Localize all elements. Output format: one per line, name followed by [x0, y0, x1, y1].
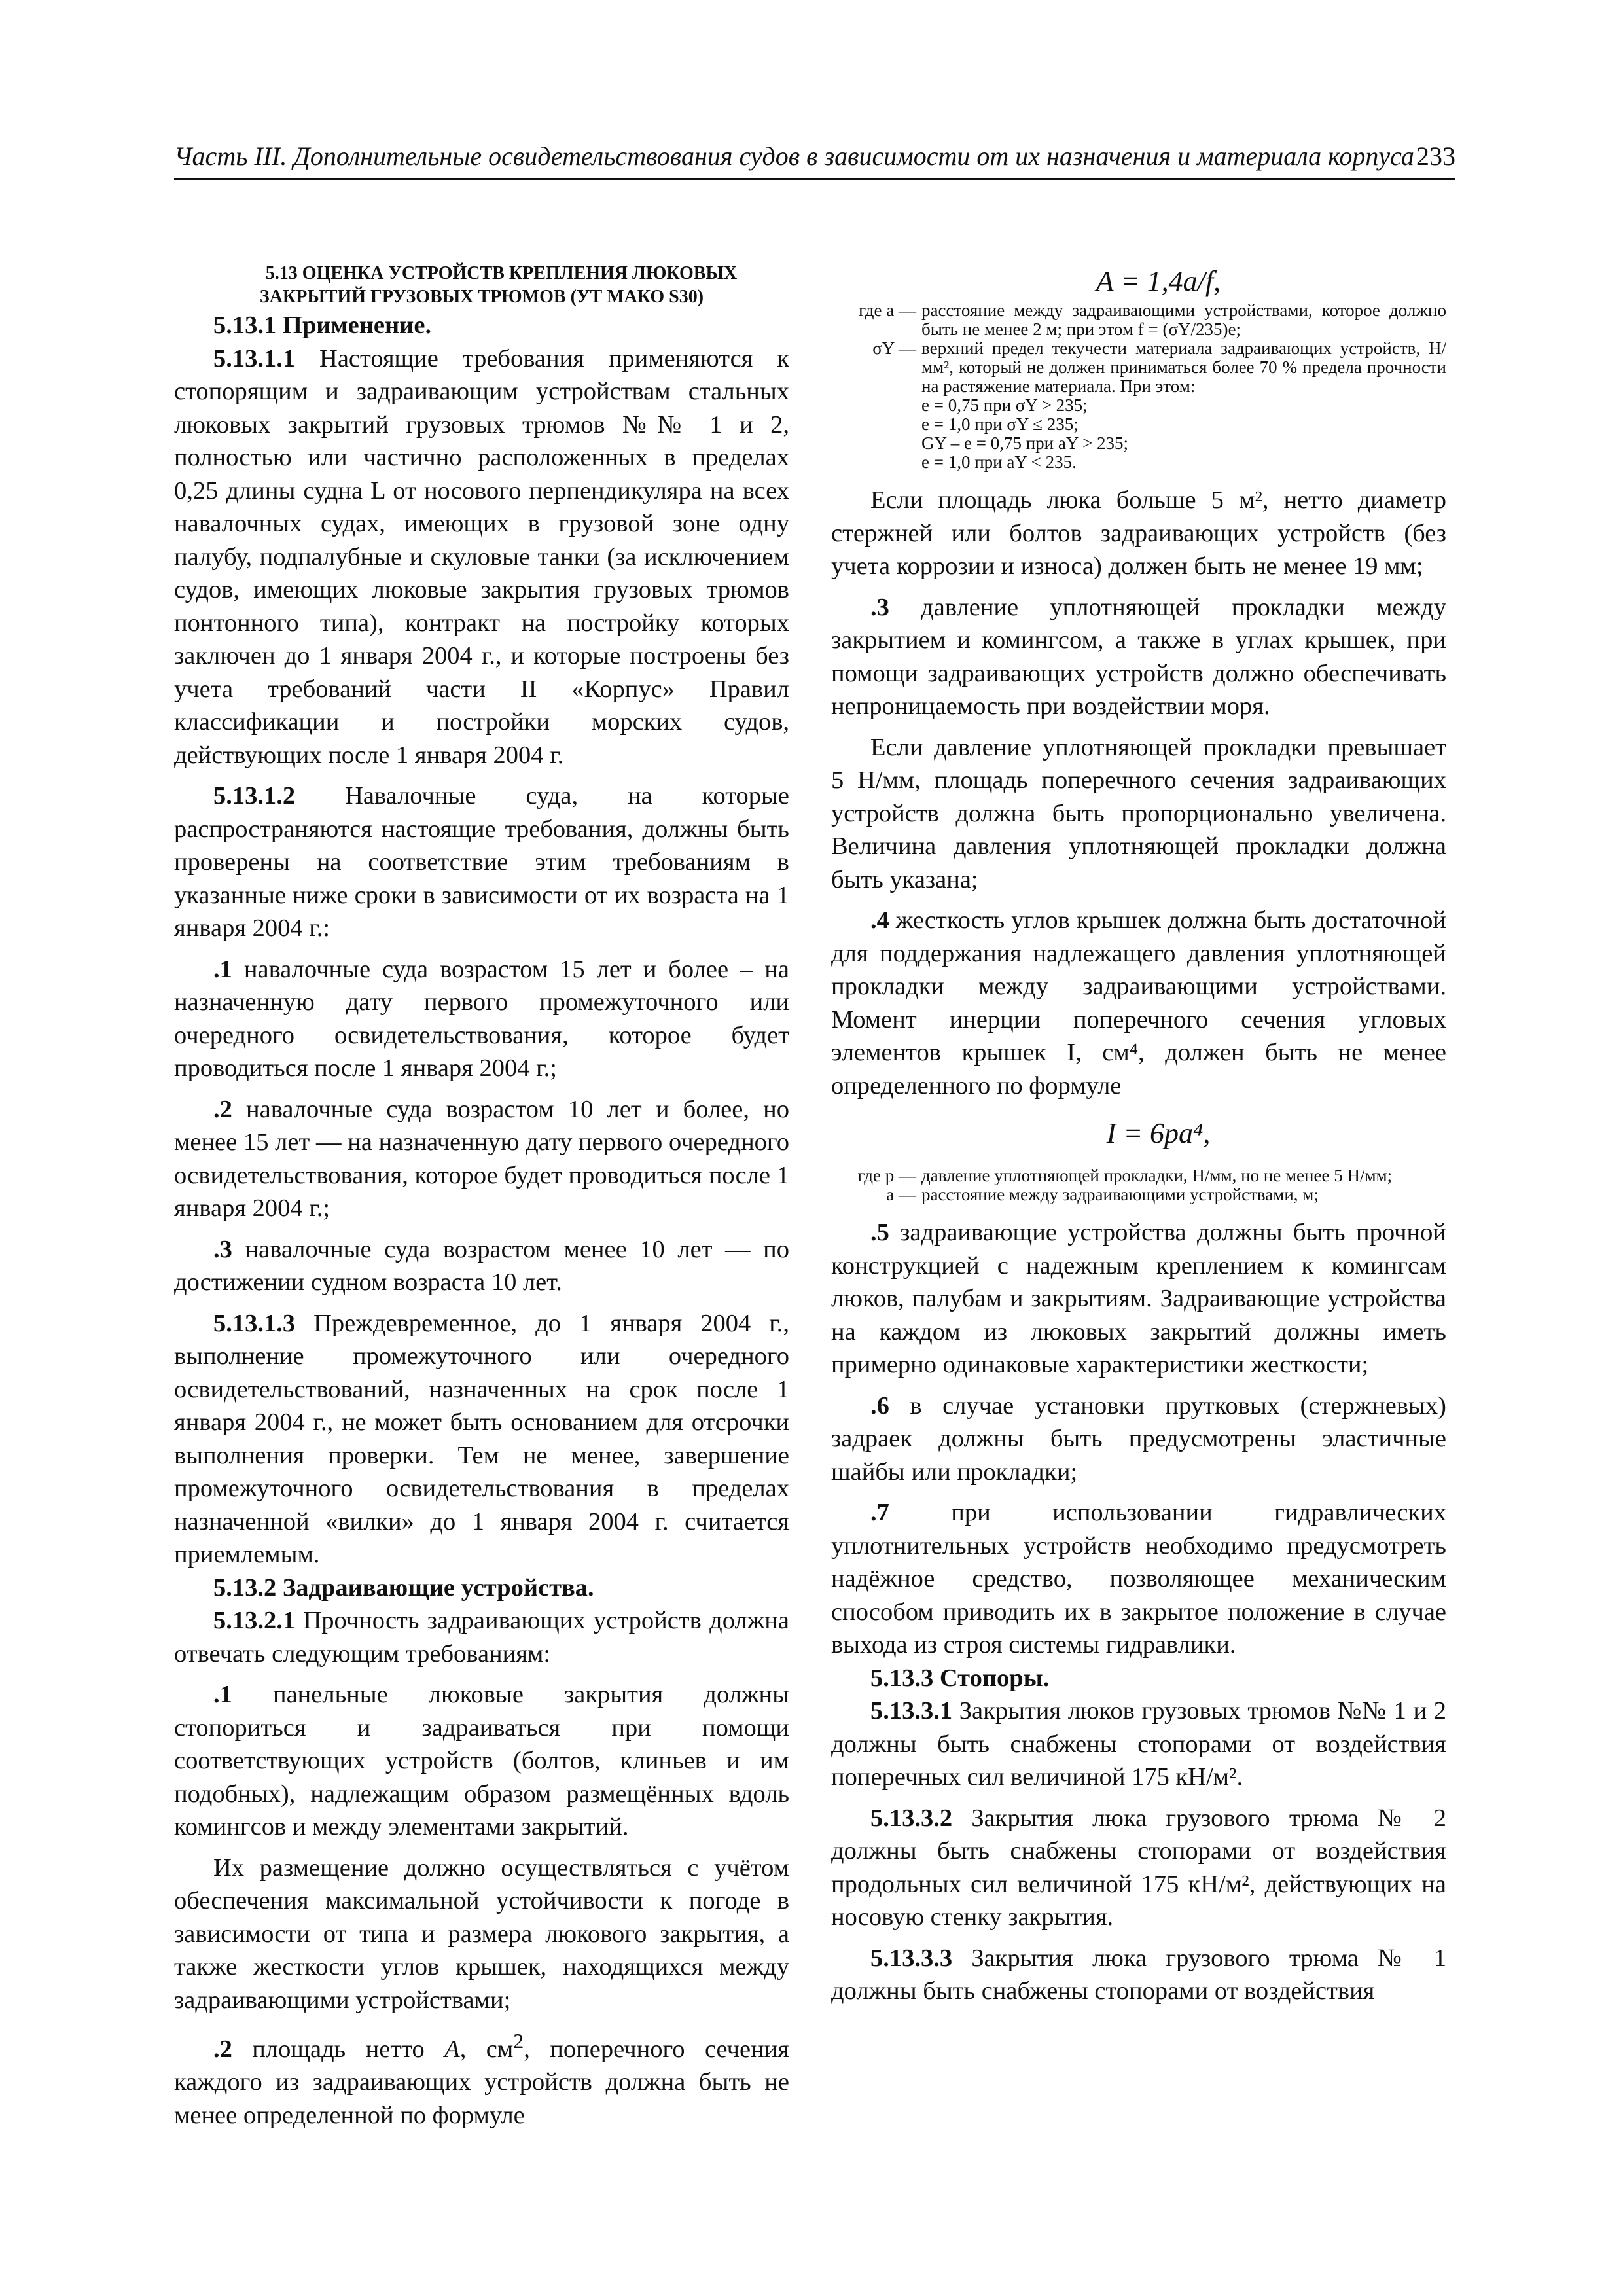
paragraph-gasket-pressure: Если давление уплотняющей прокладки превышает 5 Н/мм, площадь поперечного сечения задраивающих устройств должна быть пропорционально увеличена. Величина давления уплотняющей прокладки должна быть указана;: [831, 733, 1446, 893]
list-item-2-2: .2 площадь нетто A, $см^2$, поперечного сечения каждого из задраивающих устройств должна быть не менее определенной по формуле: [174, 2029, 789, 2129]
paragraph-5-13-1-3: 5.13.1.3 Преждевременное, до 1 января 2004 г., выполнение промежуточного или очередного освидетельствований, назначенных на срок после 1 января 2004 г., не может быть основанием для отсрочки выполнения проверки. Тем не менее, завершение промежуточного освидетельствования в пределах назначенной «вилки» до 1 января 2004 г. считается приемлемым.: [174, 1309, 789, 1568]
subsection-heading-5-13-2: 5.13.2 Задраивающие устройства.: [213, 1573, 594, 1602]
paragraph-5-13-3-3: 5.13.3.3 Закрытия люка грузового трюма № 1 должны быть снабжены стопорами от воздействия: [831, 1944, 1446, 2005]
list-item-2-5: .5 задраивающие устройства должны быть прочной конструкцией с надежным креплением к комингсам люков, палубам и закрытиям. Задраивающие устройства на каждом из люковых закрытий должны иметь примерно одинаковые характеристики жесткости;: [831, 1219, 1446, 1378]
formula-legend-2: [831, 1166, 1446, 1204]
legend-text: расстояние между задраивающими устройствами, которое должно быть не менее 2 м; при этом f = (σY/235)e;: [921, 300, 1446, 339]
legend-symbol: где a —: [859, 300, 916, 320]
left-column: [174, 262, 789, 2132]
right-column: [831, 262, 1446, 2008]
list-item-3: .3 навалочные суда возрастом менее 10 лет — по достижении судном возраста 10 лет.: [174, 1235, 789, 1296]
paragraph-5-13-1-1: 5.13.1.1 Настоящие требования применяются к стопорящим и задраивающим устройствам стальных люковых закрытий грузовых трюмов №№ 1 и 2, полностью или частично расположенных в пределах 0,25 длины судна L от носового перпендикуляра на всех навалочных судах, имеющих в грузовой зоне одну палубу, подпалубные и скуловые танки (за исключением судов, имеющих люковые закрытия грузовых трюмов понтонного типа), контракт на постройку которых заключен до 1 января 2004 г., и которые построены без учета требований части II «Корпус» Правил классификации и постройки морских судов, действующих после 1 января 2004 г.: [174, 344, 789, 769]
legend-text: верхний предел текучести материала задраивающих устройств, Н/мм², который не должен приниматься более 70 % предела прочности на растяжение материала. При этом: e = 0,75 при σY > 235; e = 1,0 при σY ≤ 235; GY – e = 0,75 при aY > 235; e = 1,0 при aY < 235.: [921, 338, 1446, 472]
legend-text: расстояние между задраивающими устройствами, м;: [921, 1185, 1319, 1204]
paragraph-5-13-2-1: 5.13.2.1 Прочность задраивающих устройств должна отвечать следующим требованиям:: [174, 1607, 789, 1668]
legend-symbol: a —: [886, 1185, 916, 1204]
legend-symbol: σY —: [872, 338, 916, 358]
paragraph-5-13-3-2: 5.13.3.2 Закрытия люка грузового трюма № 2 должны быть снабжены стопорами от воздействия продольных сил величиной 175 кН/м², действующих на носовую стенку закрытия.: [831, 1804, 1446, 1931]
running-header-title: Часть III. Дополнительные освидетельствования судов в зависимости от их назначения и материала корпуса: [174, 141, 1414, 171]
formula-area: A = 1,4a/f,: [1096, 265, 1221, 297]
paragraph-placement: Их размещение должно осуществляться с учётом обеспечения максимальной устойчивости к погоде в зависимости от типа и размера люкового закрытия, а также жесткости углов крышек, находящихся между задраивающими устройствами;: [174, 1854, 789, 2014]
paragraph-bolt-diameter: Если площадь люка больше 5 м², нетто диаметр стержней или болтов задраивающих устройств (без учета коррозии и износа) должен быть не менее 19 мм;: [831, 486, 1446, 580]
paragraph-5-13-1-2: 5.13.1.2 Навалочные суда, на которые распространяются настоящие требования, должны быть проверены на соответствие этим требованиям в указанные ниже сроки в зависимости от их возраста на 1 января 2004 г.:: [174, 782, 789, 942]
formula-inertia: I = 6pa⁴,: [1106, 1117, 1211, 1149]
running-header: [174, 139, 1455, 180]
page-number: 233: [1416, 141, 1455, 171]
condition-line: e = 0,75 при σY > 235;: [921, 395, 1088, 415]
formula-legend-1: [831, 301, 1446, 472]
section-title: 5.13 ОЦЕНКА УСТРОЙСТВ КРЕПЛЕНИЯ ЛЮКОВЫХ ЗАКРЫТИЙ ГРУЗОВЫХ ТРЮМОВ (УТ МАКО S30): [259, 263, 738, 307]
condition-line: e = 1,0 при aY < 235.: [921, 452, 1077, 472]
list-item-2-7: .7 при использовании гидравлических уплотнительных устройств необходимо предусмотреть надёжное средство, позволяющее механическим способом приводить их в закрытое положение в случае выхода из строя системы гидравлики.: [831, 1499, 1446, 1659]
condition-line: GY – e = 0,75 при aY > 235;: [921, 433, 1129, 453]
list-item-2-3: .3 давление уплотняющей прокладки между закрытием и комингсом, а также в углах крышек, при помощи задраивающих устройств должно обеспечивать непроницаемость при воздействии моря.: [831, 593, 1446, 720]
list-item-2-6: .6 в случае установки прутковых (стержневых) задраек должны быть предусмотрены эластичные шайбы или прокладки;: [831, 1391, 1446, 1486]
legend-text: давление уплотняющей прокладки, Н/мм, но не менее 5 Н/мм;: [921, 1166, 1393, 1185]
paragraph-5-13-3-1: 5.13.3.1 Закрытия люков грузовых трюмов №№ 1 и 2 должны быть снабжены стопорами от воздействия поперечных сил величиной 175 кН/м².: [831, 1697, 1446, 1791]
legend-symbol: где p —: [857, 1166, 916, 1185]
subsection-heading-5-13-1: 5.13.1 Применение.: [213, 312, 432, 339]
list-item-2-1: .1 панельные люковые закрытия должны стопориться и задраиваться при помощи соответствующих устройств (болтов, клиньев и им подобных), надлежащим образом размещённых вдоль комингсов и между элементами закрытий.: [174, 1681, 789, 1840]
list-item-2-4: .4 жесткость углов крышек должна быть достаточной для поддержания надлежащего давления уплотняющей прокладки между задраивающими устройствами. Момент инерции поперечного сечения угловых элементов крышек I, см⁴, должен быть не менее определенного по формуле: [831, 906, 1446, 1100]
list-item-1: .1 навалочные суда возрастом 15 лет и более – на назначенную дату первого промежуточного или очередного освидетельствования, которое будет проводиться после 1 января 2004 г.;: [174, 955, 789, 1082]
subsection-heading-5-13-3: 5.13.3 Стопоры.: [870, 1664, 1050, 1692]
condition-line: e = 1,0 при σY ≤ 235;: [921, 414, 1079, 434]
list-item-2: .2 навалочные суда возрастом 10 лет и более, но менее 15 лет — на назначенную дату первого очередного освидетельствования, которое будет проводиться после 1 января 2004 г.;: [174, 1095, 789, 1222]
